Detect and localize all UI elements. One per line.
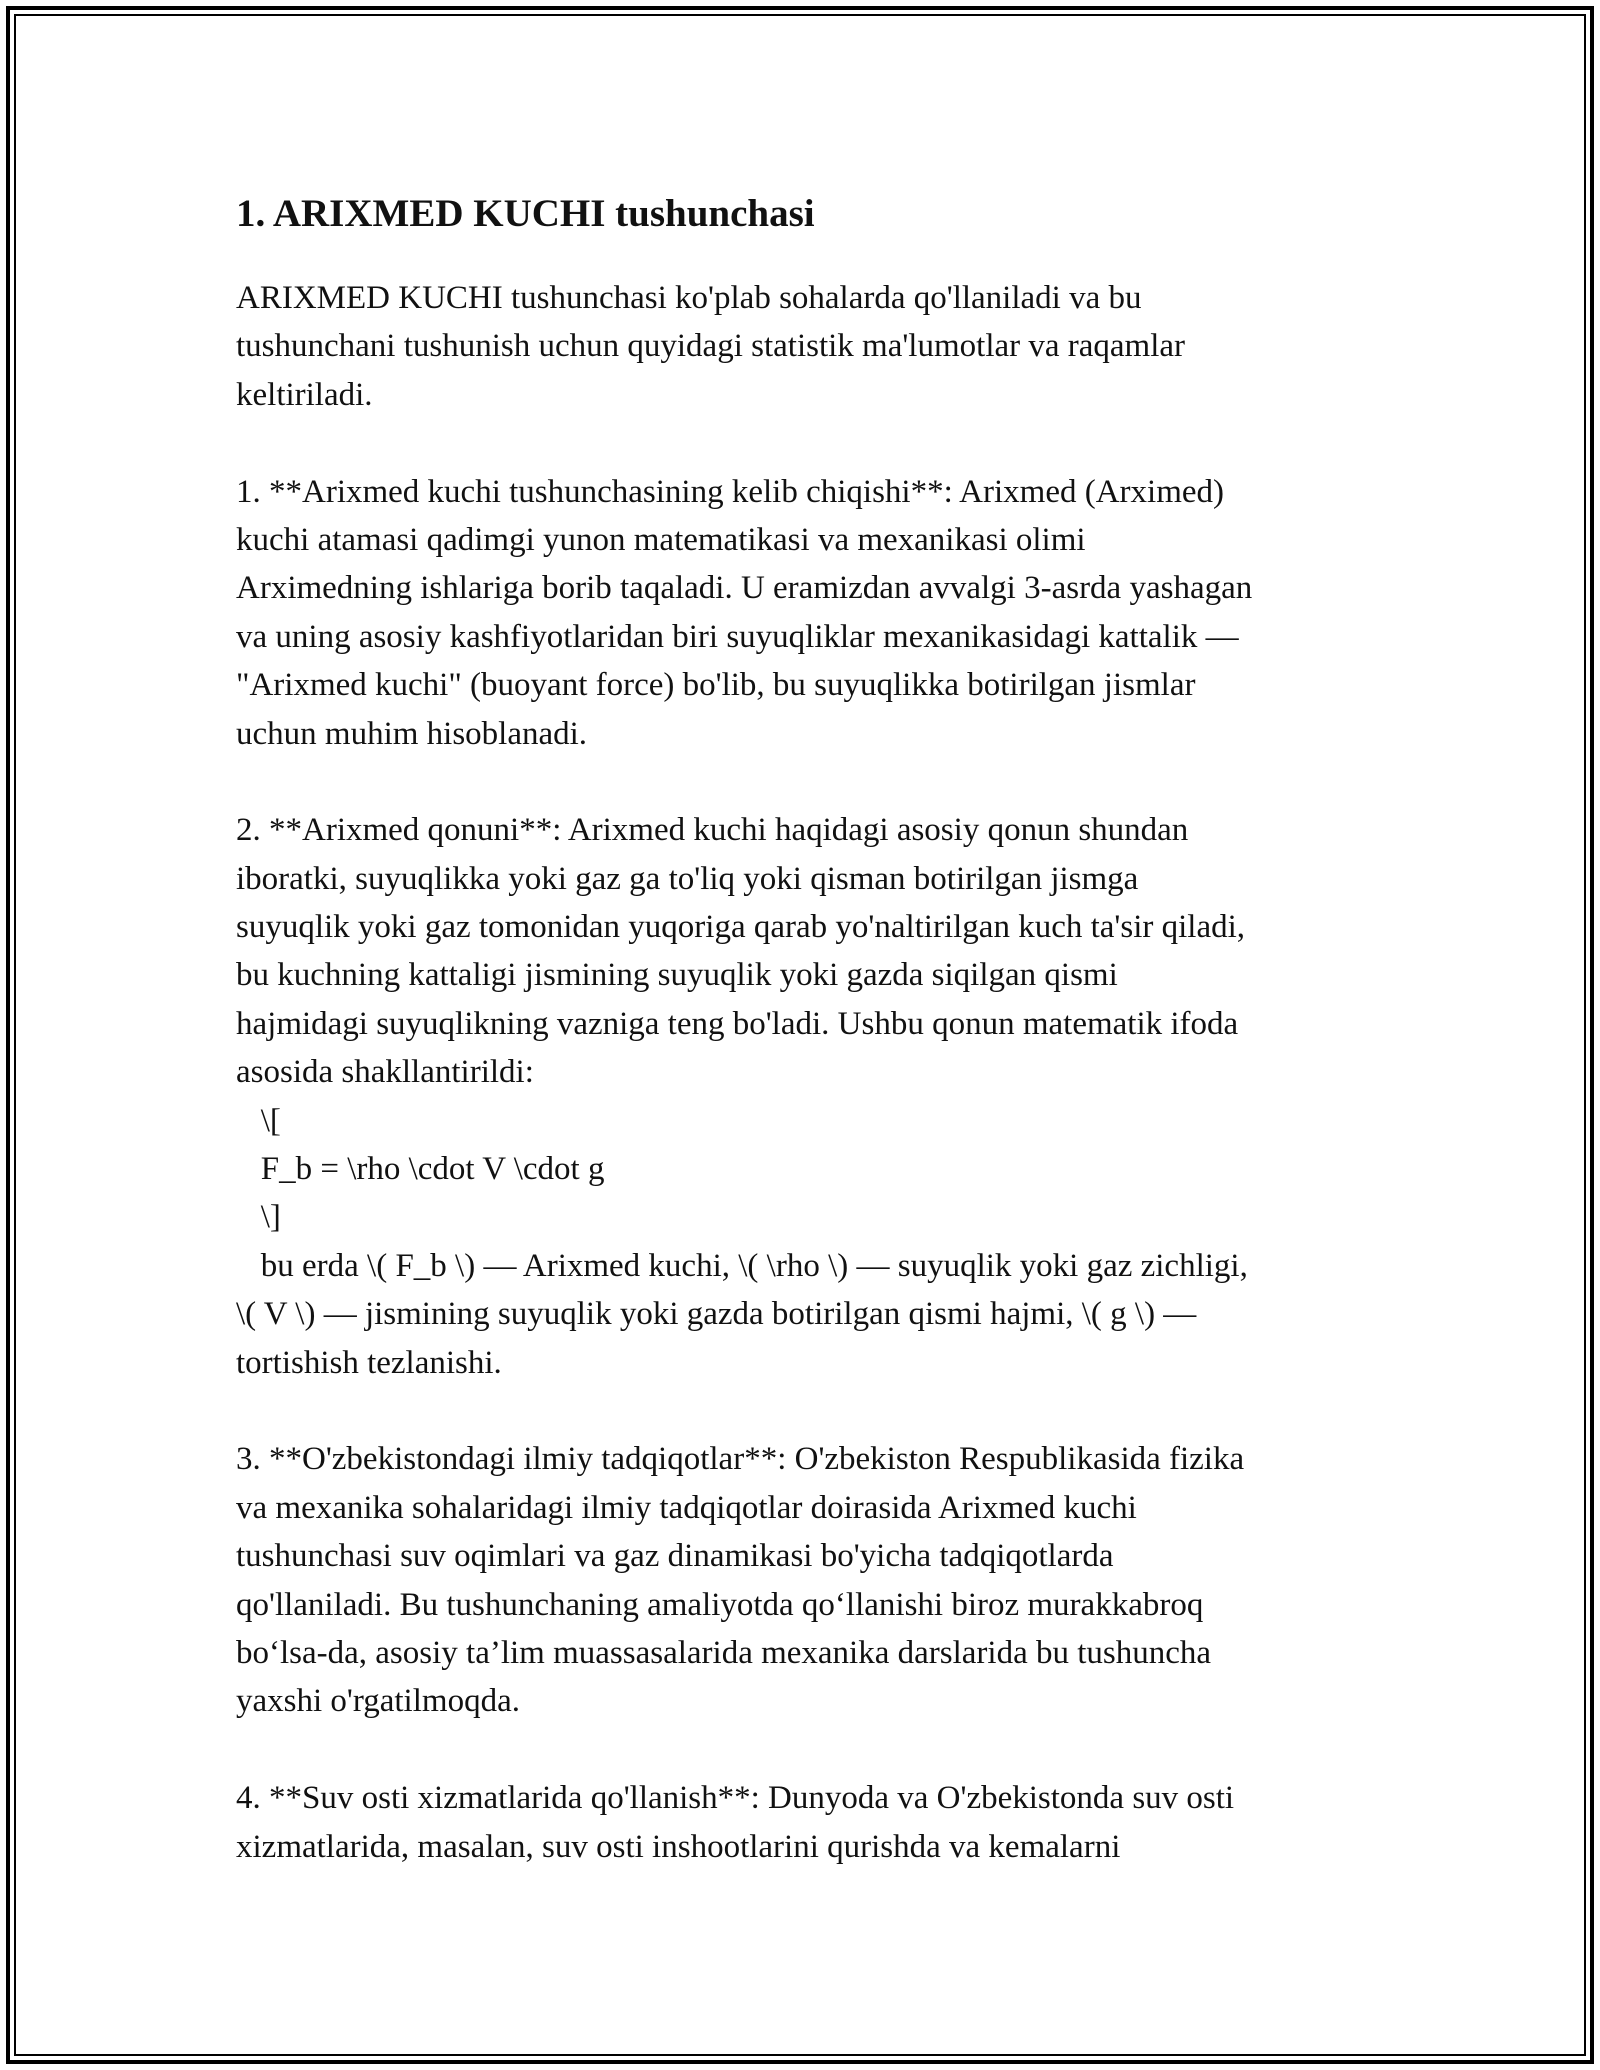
document-body: [236, 186, 1376, 1871]
paragraph-gap: [236, 1387, 1376, 1435]
text-line: tushunchani tushunish uchun quyidagi statistik ma'lumotlar va raqamlar: [236, 328, 1186, 365]
list-item-origin: [236, 468, 1376, 758]
page-title: 1. ARIXMED KUCHI tushunchasi: [236, 192, 815, 235]
formula-line: F_b = \rho \cdot V \cdot g: [236, 1151, 605, 1188]
text-line: keltiriladi.: [236, 376, 373, 413]
formula-open: \[: [236, 1102, 281, 1139]
text-line: bu kuchning kattaligi jismining suyuqlik yoki gazda siqilgan qismi: [236, 957, 1118, 994]
text-line: va uning asosiy kashfiyotlaridan biri suyuqliklar mexanikasidagi kattalik —: [236, 618, 1239, 655]
text-line: 4. **Suv osti xizmatlarida qo'llanish**: Dunyoda va O'zbekistonda suv osti: [236, 1780, 1235, 1817]
list-item-law: [236, 806, 1376, 1387]
text-line: 2. **Arixmed qonuni**: Arixmed kuchi haqidagi asosiy qonun shundan: [236, 812, 1189, 849]
paragraph-gap: [236, 419, 1376, 467]
list-item-research: [236, 1435, 1376, 1725]
text-line: asosida shakllantirildi:: [236, 1054, 534, 1091]
document-text: [236, 274, 1376, 1871]
text-line: ARIXMED KUCHI tushunchasi ko'plab sohalarda qo'llaniladi va bu: [236, 280, 1142, 316]
text-line: tortishish tezlanishi.: [236, 1344, 502, 1381]
text-line: 3. **O'zbekistondagi ilmiy tadqiqotlar**: O'zbekiston Respublikasida fizika: [236, 1441, 1245, 1478]
text-line: va mexanika sohalaridagi ilmiy tadqiqotlar doirasida Arixmed kuchi: [236, 1489, 1137, 1526]
text-line: suyuqlik yoki gaz tomonidan yuqoriga qarab yo'naltirilgan kuch ta'sir qiladi,: [236, 909, 1246, 946]
formula-close: \]: [236, 1199, 281, 1236]
intro-paragraph: [236, 274, 1376, 419]
text-line: Arximedning ishlariga borib taqaladi. U eramizdan avvalgi 3-asrda yashagan: [236, 570, 1253, 607]
paragraph-gap: [236, 758, 1376, 806]
list-item-underwater: [236, 1774, 1376, 1871]
paragraph-gap: [236, 1726, 1376, 1774]
text-line: hajmidagi suyuqlikning vazniga teng bo'ladi. Ushbu qonun matematik ifoda: [236, 1005, 1239, 1042]
text-line: qo'llaniladi. Bu tushunchaning amaliyotda qo‘llanishi biroz murakkabroq: [236, 1586, 1204, 1623]
text-line: xizmatlarida, masalan, suv osti inshootlarini qurishda va kemalarni: [236, 1828, 1121, 1865]
text-line: iboratki, suyuqlikka yoki gaz ga to'liq yoki qisman botirilgan jismga: [236, 860, 1139, 897]
text-line: 1. **Arixmed kuchi tushunchasining kelib chiqishi**: Arixmed (Arximed): [236, 473, 1225, 510]
text-line: kuchi atamasi qadimgi yunon matematikasi va mexanikasi olimi: [236, 521, 1086, 558]
text-line: tushunchasi suv oqimlari va gaz dinamikasi bo'yicha tadqiqotlarda: [236, 1538, 1114, 1575]
text-line: bo‘lsa-da, asosiy ta’lim muassasalarida mexanika darslarida bu tushuncha: [236, 1634, 1212, 1671]
text-line: \( V \) — jismining suyuqlik yoki gazda botirilgan qismi hajmi, \( g \) —: [236, 1296, 1197, 1333]
text-line: "Arixmed kuchi" (buoyant force) bo'lib, bu suyuqlikka botirilgan jismlar: [236, 667, 1196, 704]
text-line: bu erda \( F_b \) — Arixmed kuchi, \( \rho \) — suyuqlik yoki gaz zichligi,: [236, 1247, 1248, 1284]
text-line: yaxshi o'rgatilmoqda.: [236, 1683, 520, 1720]
text-line: uchun muhim hisoblanadi.: [236, 715, 588, 752]
